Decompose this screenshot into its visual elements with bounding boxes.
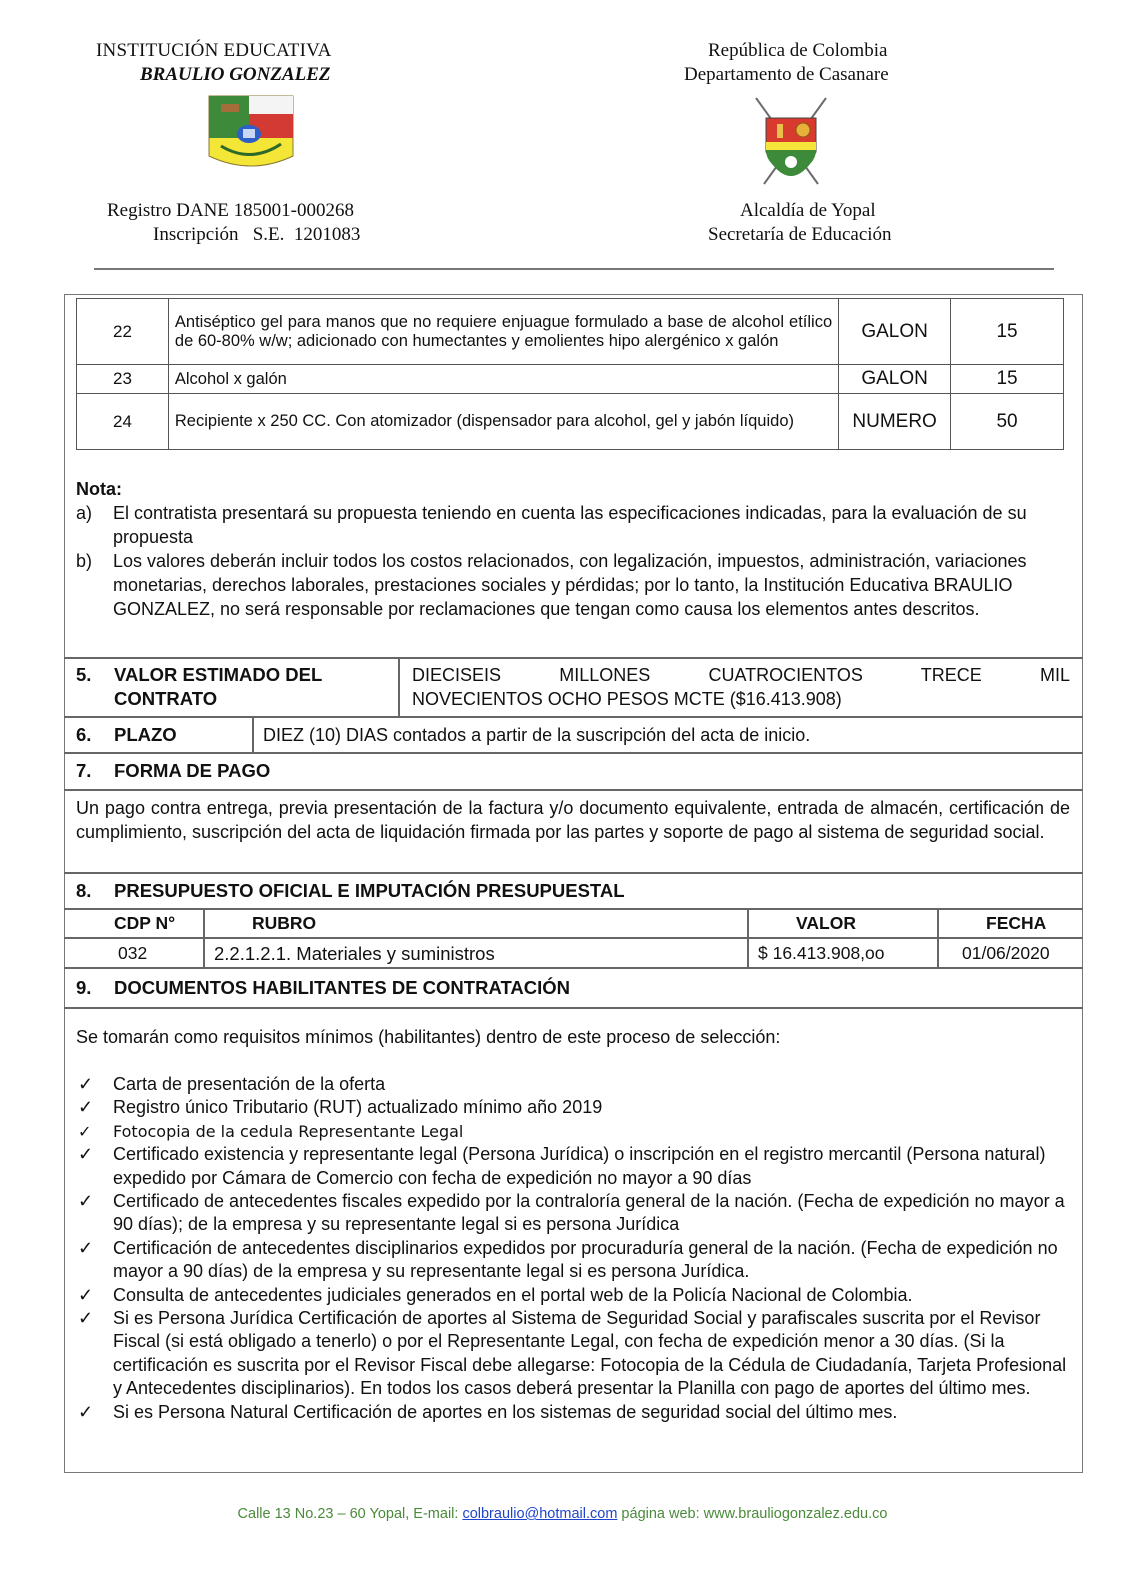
list-item: [76, 1284, 1071, 1307]
section-5-value: [412, 663, 1070, 711]
item-quantity: 15: [951, 365, 1064, 394]
header-divider: [94, 268, 1054, 270]
table-row: [77, 365, 1064, 394]
divider: [64, 789, 1083, 791]
column-header-fecha: FECHA: [986, 913, 1047, 933]
divider: [203, 908, 205, 967]
item-quantity: 50: [951, 394, 1064, 450]
footer-contact: [0, 1506, 1125, 1522]
divider: [64, 1007, 1083, 1009]
column-header-rubro: RUBRO: [252, 913, 317, 933]
fecha-value: 01/06/2020: [962, 943, 1050, 963]
requirement-text: Fotocopia de la cedula Representante Legal: [113, 1121, 464, 1141]
nota-block: [76, 477, 1066, 621]
list-item: [76, 1143, 1071, 1190]
section-title: FORMA DE PAGO: [114, 760, 271, 781]
secretaria-label: Secretaría de Educación: [708, 224, 892, 245]
divider: [252, 716, 254, 752]
table-row: [77, 394, 1064, 450]
list-item: [76, 1190, 1071, 1237]
item-unit: GALON: [839, 299, 951, 365]
item-description: Recipiente x 250 CC. Con atomizador (dispensador para alcohol, gel y jabón líquido): [168, 394, 838, 450]
section-number: 9.: [76, 977, 92, 998]
requirement-text: Certificación de antecedentes disciplinarios expedidos por procuraduría general de la nación. (Fecha de expedición no mayor a 90 días) de la empresa y su representante legal si es persona Jurídica.: [113, 1237, 1058, 1282]
divider: [398, 657, 400, 716]
requirement-text: Consulta de antecedentes judiciales generados en el portal web de la Policía Nacional de Colombia.: [113, 1284, 913, 1305]
institution-shield-crest-icon: [207, 94, 295, 170]
requirement-text: Carta de presentación de la oferta: [113, 1074, 386, 1094]
section-7-text: Un pago contra entrega, previa presentación de la factura y/o documento equivalente, entrada de almacén, certificación de cumplimiento, suscripción del acta de liquidación firmada por las partes y soporte de pago al sistema de seguridad social.: [76, 798, 1070, 842]
section-number: 5.: [76, 664, 92, 685]
item-description: Antiséptico gel para manos que no requiere enjuague formulado a base de alcohol etílico de 60-80% w/w; adicionado con humectantes y emolientes hipo alergénico x galón: [168, 299, 838, 365]
check-icon: ✓: [78, 1308, 94, 1329]
item-unit: NUMERO: [839, 394, 951, 450]
footer-address: Calle 13 No.23 – 60 Yopal, E-mail:: [237, 1506, 463, 1522]
divider: [64, 716, 1083, 718]
divider: [64, 967, 1083, 969]
check-icon: ✓: [78, 1191, 94, 1212]
divider: [64, 657, 1083, 659]
section-title: CONTRATO: [114, 688, 218, 709]
footer-website: página web: www.brauliogonzalez.edu.co: [617, 1506, 888, 1522]
section-title: VALOR ESTIMADO DEL: [114, 664, 323, 685]
list-item: [76, 1401, 1071, 1424]
section-9-intro: Se tomarán como requisitos mínimos (habilitantes) dentro de este proceso de selección:: [76, 1027, 781, 1047]
value-line: DIECISEIS MILLONES CUATROCIENTOS TRECE MIL: [412, 665, 1070, 685]
requirement-text: Si es Persona Natural Certificación de aportes en los sistemas de seguridad social del último mes.: [113, 1401, 898, 1422]
check-icon: ✓: [78, 1284, 94, 1305]
section-title: PLAZO: [114, 724, 177, 745]
nota-label: b): [76, 551, 93, 571]
list-item: [76, 1096, 1071, 1119]
institution-title: INSTITUCIÓN EDUCATIVA: [96, 40, 332, 61]
requirement-text: Si es Persona Jurídica Certificación de aportes al Sistema de Seguridad Social y parafiscales suscrita por el Revisor Fiscal (si está obligado a tenerlo) o por el Representante Legal, con fecha de expedición menor a 30 días. (Si la certificación es suscrita por el Revisor Fiscal debe allegarse: Fotocopia de la Cédula de Ciudadanía, Tarjeta Profesional y Antecedentes disciplinarios). En todos los casos deberá presentar la Planilla con pago de aportes del último mes.: [113, 1308, 1067, 1399]
list-item: [76, 1073, 1071, 1096]
table-row: [77, 299, 1064, 365]
nota-item: [76, 501, 1066, 549]
requirement-text: Certificado existencia y representante legal (Persona Jurídica) o inscripción en el registro mercantil (Persona natural) expedido por Cámara de Comercio con fecha de expedición no mayor a 90 días: [113, 1144, 1046, 1188]
nota-text: El contratista presentará su propuesta teniendo en cuenta las especificaciones indicadas, para la evaluación de su propuesta: [113, 503, 1027, 547]
column-header-valor: VALOR: [796, 913, 856, 933]
check-icon: ✓: [78, 1237, 94, 1258]
divider: [937, 908, 939, 967]
section-number: 8.: [76, 880, 92, 901]
section-9-title: [76, 976, 570, 1000]
value-line: NOVECIENTOS OCHO PESOS MCTE ($16.413.908): [412, 689, 842, 709]
divider: [64, 872, 1083, 874]
section-number: 6.: [76, 724, 92, 745]
list-item: [76, 1120, 1071, 1143]
nota-item: [76, 549, 1066, 621]
requirement-text: Registro único Tributario (RUT) actualizado mínimo año 2019: [113, 1097, 603, 1118]
requirements-list: [76, 1073, 1071, 1424]
email-link[interactable]: colbraulio@hotmail.com: [462, 1506, 618, 1522]
check-icon: ✓: [78, 1121, 92, 1141]
nota-label: a): [76, 503, 93, 523]
cdp-number: 032: [118, 943, 148, 963]
rubro-value: 2.2.1.2.1. Materiales y suministros: [214, 943, 495, 964]
institution-name: BRAULIO GONZALEZ: [140, 64, 331, 85]
section-6-title: [76, 723, 177, 747]
items-table: [76, 298, 1064, 450]
registro-dane: Registro DANE 185001-000268: [107, 200, 354, 221]
divider: [747, 908, 749, 967]
check-icon: ✓: [78, 1144, 94, 1165]
section-title: DOCUMENTOS HABILITANTES DE CONTRATACIÓN: [114, 977, 570, 998]
inscripcion-se: Inscripción S.E. 1201083: [153, 224, 361, 245]
item-unit: GALON: [839, 365, 951, 394]
section-5-title: [76, 663, 322, 711]
nota-text: Los valores deberán incluir todos los costos relacionados, con legalización, impuestos, administración, variaciones monetarias, derechos laborales, prestaciones sociales y pérdidas; por lo tanto, la Institución Educativa BRAULIO GONZALEZ, no será responsable por reclamaciones que tengan como causa los elementos antes descritos.: [113, 551, 1027, 619]
list-item: [76, 1237, 1071, 1284]
item-description: Alcohol x galón: [168, 365, 838, 394]
item-number: 24: [77, 394, 169, 450]
check-icon: ✓: [78, 1074, 94, 1094]
divider: [64, 937, 1083, 939]
item-number: 23: [77, 365, 169, 394]
check-icon: ✓: [78, 1097, 94, 1118]
check-icon: ✓: [78, 1401, 94, 1422]
item-number: 22: [77, 299, 169, 365]
item-quantity: 15: [951, 299, 1064, 365]
alcaldia-label: Alcaldía de Yopal: [740, 200, 876, 221]
section-number: 7.: [76, 760, 92, 781]
section-6-value: DIEZ (10) DIAS contados a partir de la suscripción del acta de inicio.: [263, 725, 811, 745]
valor-amount: $ 16.413.908,oo: [758, 943, 885, 963]
divider: [64, 752, 1083, 754]
divider: [64, 908, 1083, 910]
column-header-cdp: CDP N°: [114, 913, 176, 933]
casanare-coat-of-arms-icon: [752, 96, 830, 188]
letterhead: [0, 0, 1125, 275]
section-8-title: [76, 879, 625, 903]
department-label: Departamento de Casanare: [684, 64, 889, 85]
section-7-title: [76, 759, 270, 783]
list-item: [76, 1307, 1071, 1401]
section-title: PRESUPUESTO OFICIAL E IMPUTACIÓN PRESUPUESTAL: [114, 880, 625, 901]
nota-title: Nota:: [76, 479, 122, 499]
requirement-text: Certificado de antecedentes fiscales expedido por la contraloría general de la nación. (Fecha de expedición no mayor a 90 días); de la empresa y su representante legal si es persona Jurídica: [113, 1191, 1065, 1235]
republic-label: República de Colombia: [708, 40, 888, 61]
